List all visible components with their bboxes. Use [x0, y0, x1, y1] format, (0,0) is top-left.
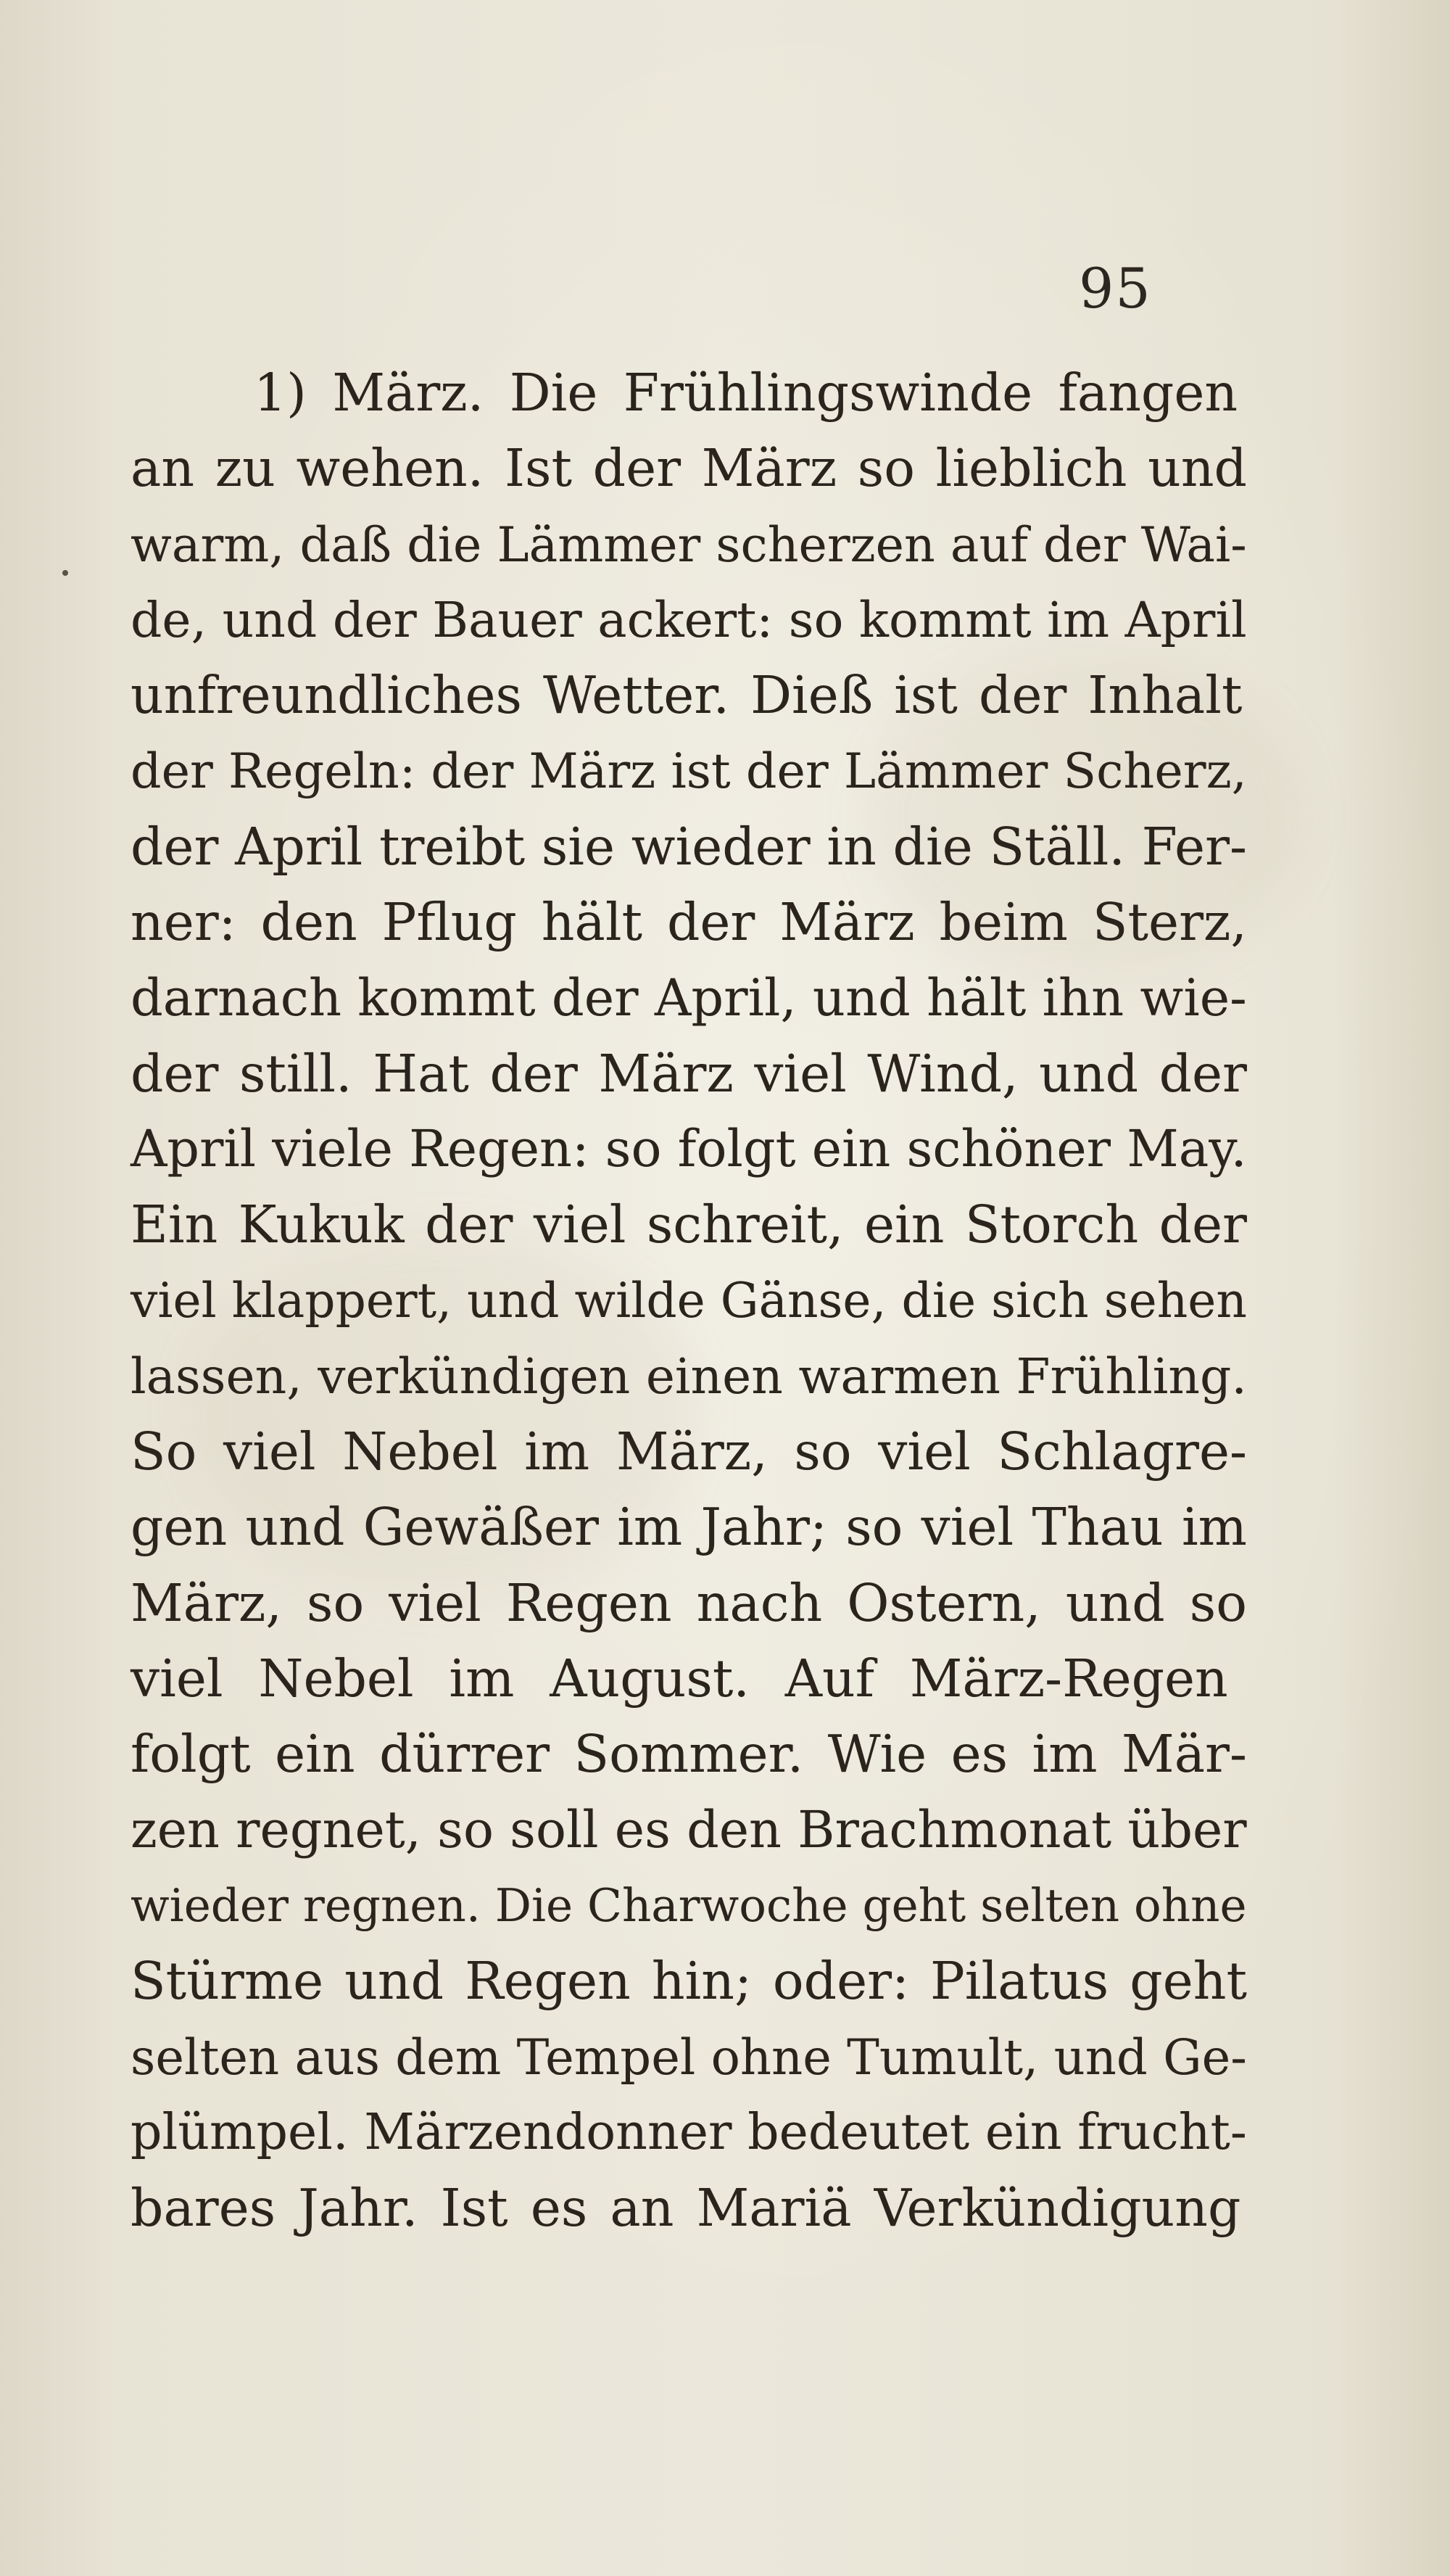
- text-line: folgt ein dürrer Sommer. Wie es im Mär-: [130, 1724, 1247, 1785]
- text-line: warm, daß die Lämmer scherzen auf der Wai-: [130, 516, 1247, 573]
- text-line: der Regeln: der März ist der Lämmer Scherz,: [130, 743, 1247, 800]
- text-line: 1) März. Die Frühlingswinde fangen: [254, 363, 1238, 423]
- text-line: ner: den Pflug hält der März beim Sterz,: [130, 892, 1247, 953]
- body-text: [130, 355, 1247, 2246]
- ink-dot: [62, 570, 68, 576]
- page-number: 95: [1079, 256, 1152, 321]
- text-line: an zu wehen. Ist der März so lieblich und: [130, 438, 1247, 499]
- text-line: bares Jahr. Ist es an Mariä Verkündigung: [130, 2178, 1241, 2239]
- text-line: Ein Kukuk der viel schreit, ein Storch der: [130, 1194, 1247, 1255]
- text-line: März, so viel Regen nach Ostern, und so: [130, 1572, 1247, 1633]
- text-line: zen regnet, so soll es den Brachmonat über: [130, 1800, 1247, 1859]
- text-line: de, und der Bauer ackert: so kommt im April: [130, 590, 1247, 648]
- text-line: wieder regnen. Die Charwoche geht selten ohne: [130, 1878, 1247, 1932]
- text-line: lassen, verkündigen einen warmen Frühling.: [130, 1347, 1247, 1405]
- text-line: viel Nebel im August. Auf März-Regen: [130, 1648, 1228, 1709]
- text-line: plümpel. Märzendonner bedeutet ein frucht-: [130, 2103, 1247, 2161]
- text-line: unfreundliches Wetter. Dieß ist der Inhalt: [130, 665, 1243, 726]
- text-line: So viel Nebel im März, so viel Schlagre-: [130, 1421, 1247, 1482]
- text-line: selten aus dem Tempel ohne Tumult, und Ge-: [130, 2028, 1247, 2086]
- text-line: viel klappert, und wilde Gänse, die sich sehen: [130, 1272, 1247, 1329]
- text-line: darnach kommt der April, und hält ihn wie-: [130, 968, 1247, 1028]
- text-line: der still. Hat der März viel Wind, und der: [130, 1043, 1247, 1104]
- text-line: April viele Regen: so folgt ein schöner May.: [130, 1119, 1247, 1178]
- text-line: gen und Gewäßer im Jahr; so viel Thau im: [130, 1497, 1247, 1558]
- text-line: der April treibt sie wieder in die Ställ. Fer-: [130, 816, 1247, 877]
- text-line: Stürme und Regen hin; oder: Pilatus geht: [130, 1951, 1247, 2012]
